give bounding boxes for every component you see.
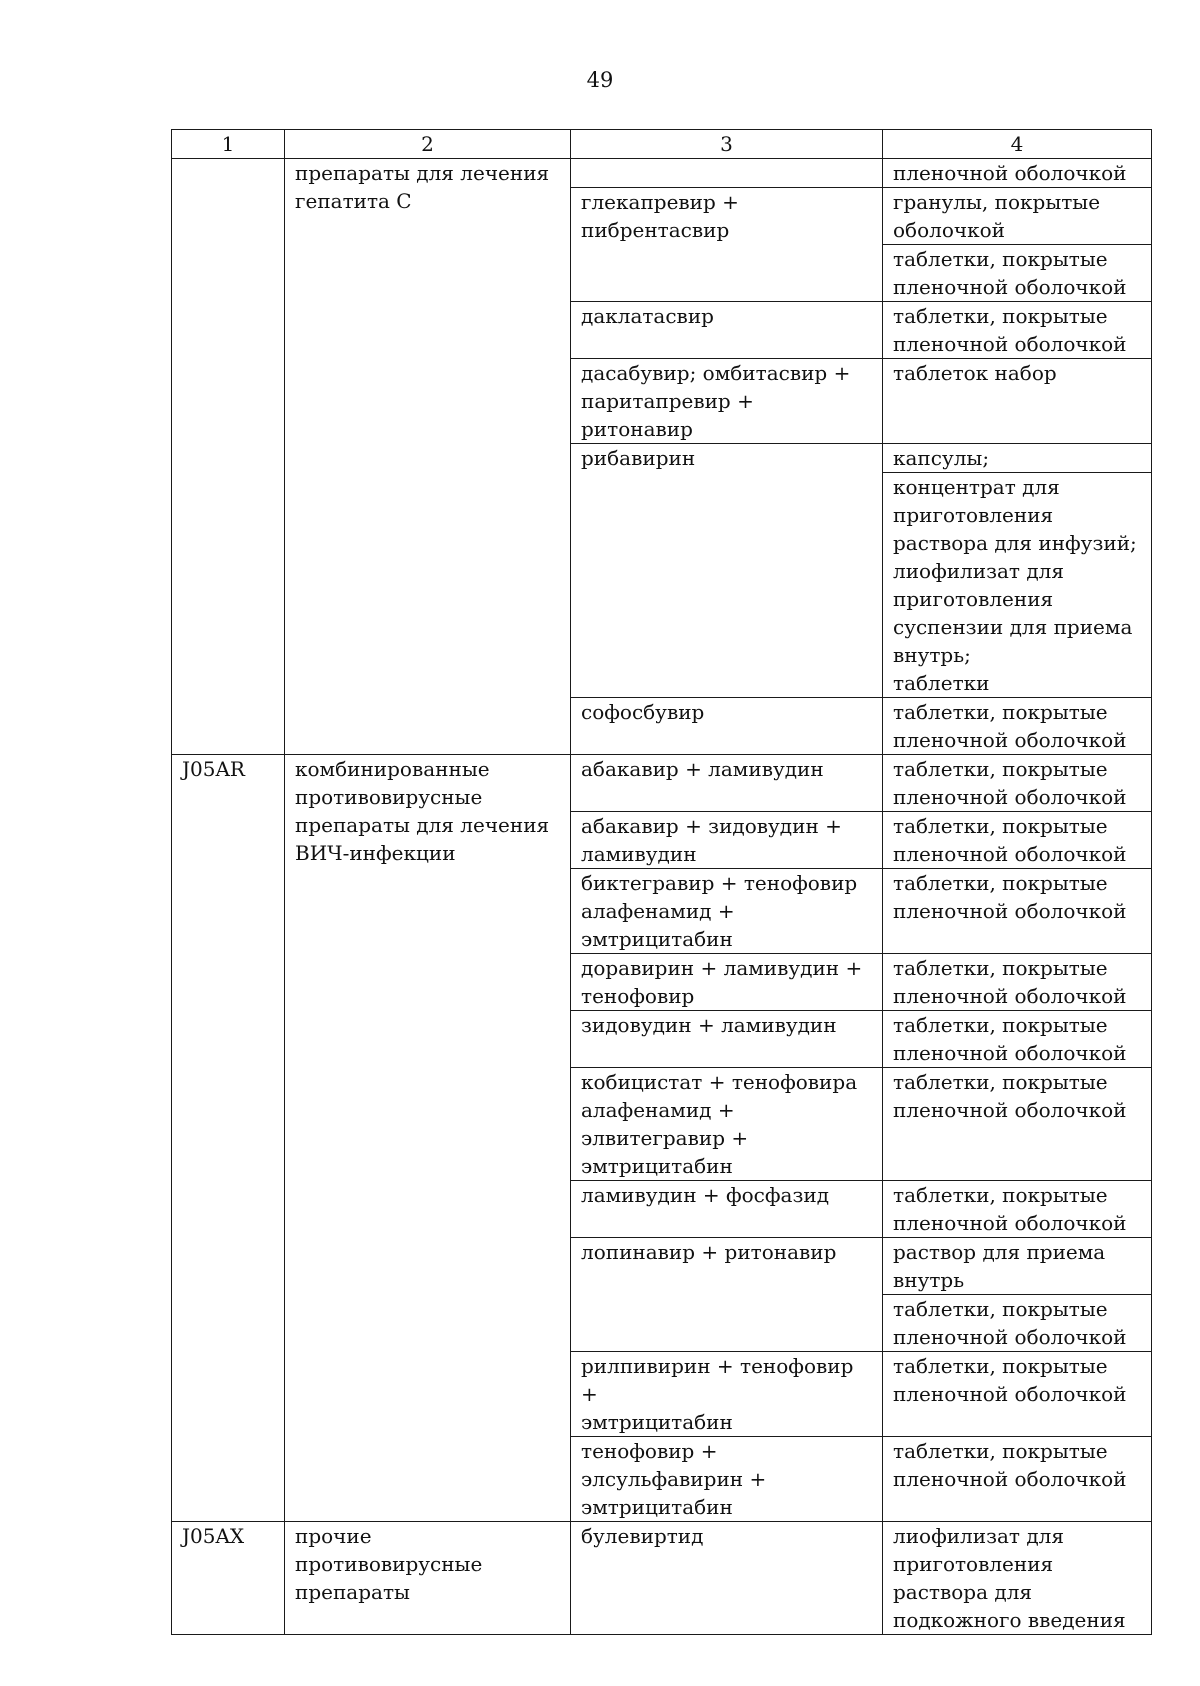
table-row [172, 1522, 1152, 1635]
substance-cell: булевиртид [571, 1522, 883, 1635]
dosage-form-cell: лиофилизат для приготовления раствора для подкожного введения [883, 1522, 1152, 1635]
substance-cell: глекапревир + пибрентасвир [571, 188, 883, 302]
dosage-form-cell: таблетки, покрытые пленочной оболочкой [883, 1068, 1152, 1181]
substance-cell: доравирин + ламивудин + тенофовир [571, 954, 883, 1011]
table-row [172, 755, 1152, 812]
group-name-cell: препараты для лечения гепатита С [285, 159, 571, 755]
header-col-3: 3 [571, 130, 883, 159]
dosage-form-cell: капсулы; [883, 444, 1152, 473]
drug-table [171, 129, 1152, 1635]
dosage-form-cell: раствор для приема внутрь [883, 1238, 1152, 1295]
dosage-form-cell: таблетки, покрытые пленочной оболочкой [883, 1181, 1152, 1238]
dosage-form-cell: концентрат для приготовления раствора для инфузий; лиофилизат для приготовления суспензии для приема внутрь; таблетки [883, 473, 1152, 698]
atc-code-cell: J05AR [172, 755, 285, 1522]
substance-cell: дасабувир; омбитасвир + паритапревир + ритонавир [571, 359, 883, 444]
header-col-1: 1 [172, 130, 285, 159]
dosage-form-cell: таблетки, покрытые пленочной оболочкой [883, 954, 1152, 1011]
substance-cell [571, 159, 883, 188]
dosage-form-cell: таблетки, покрытые пленочной оболочкой [883, 1352, 1152, 1437]
dosage-form-cell: таблетки, покрытые пленочной оболочкой [883, 869, 1152, 954]
dosage-form-cell: таблетки, покрытые пленочной оболочкой [883, 245, 1152, 302]
dosage-form-cell: гранулы, покрытые оболочкой [883, 188, 1152, 245]
header-col-4: 4 [883, 130, 1152, 159]
substance-cell: рибавирин [571, 444, 883, 698]
dosage-form-cell: таблетки, покрытые пленочной оболочкой [883, 755, 1152, 812]
table-row [172, 159, 1152, 188]
substance-cell: софосбувир [571, 698, 883, 755]
dosage-form-cell: таблеток набор [883, 359, 1152, 444]
substance-cell: лопинавир + ритонавир [571, 1238, 883, 1352]
substance-cell: зидовудин + ламивудин [571, 1011, 883, 1068]
substance-cell: рилпивирин + тенофовир + эмтрицитабин [571, 1352, 883, 1437]
atc-code-cell: J05AX [172, 1522, 285, 1635]
dosage-form-cell: таблетки, покрытые пленочной оболочкой [883, 302, 1152, 359]
substance-cell: биктегравир + тенофовир алафенамид + эмтрицитабин [571, 869, 883, 954]
substance-cell: абакавир + ламивудин [571, 755, 883, 812]
table-body [172, 159, 1152, 1635]
substance-cell: даклатасвир [571, 302, 883, 359]
substance-cell: ламивудин + фосфазид [571, 1181, 883, 1238]
dosage-form-cell: таблетки, покрытые пленочной оболочкой [883, 812, 1152, 869]
dosage-form-cell: пленочной оболочкой [883, 159, 1152, 188]
substance-cell: абакавир + зидовудин + ламивудин [571, 812, 883, 869]
dosage-form-cell: таблетки, покрытые пленочной оболочкой [883, 698, 1152, 755]
dosage-form-cell: таблетки, покрытые пленочной оболочкой [883, 1295, 1152, 1352]
header-col-2: 2 [285, 130, 571, 159]
substance-cell: кобицистат + тенофовира алафенамид + элвитегравир + эмтрицитабин [571, 1068, 883, 1181]
header-row [172, 130, 1152, 159]
group-name-cell: прочие противовирусные препараты [285, 1522, 571, 1635]
dosage-form-cell: таблетки, покрытые пленочной оболочкой [883, 1437, 1152, 1522]
atc-code-cell [172, 159, 285, 755]
dosage-form-cell: таблетки, покрытые пленочной оболочкой [883, 1011, 1152, 1068]
group-name-cell: комбинированные противовирусные препараты для лечения ВИЧ-инфекции [285, 755, 571, 1522]
page-number: 49 [586, 68, 614, 92]
substance-cell: тенофовир + элсульфавирин + эмтрицитабин [571, 1437, 883, 1522]
